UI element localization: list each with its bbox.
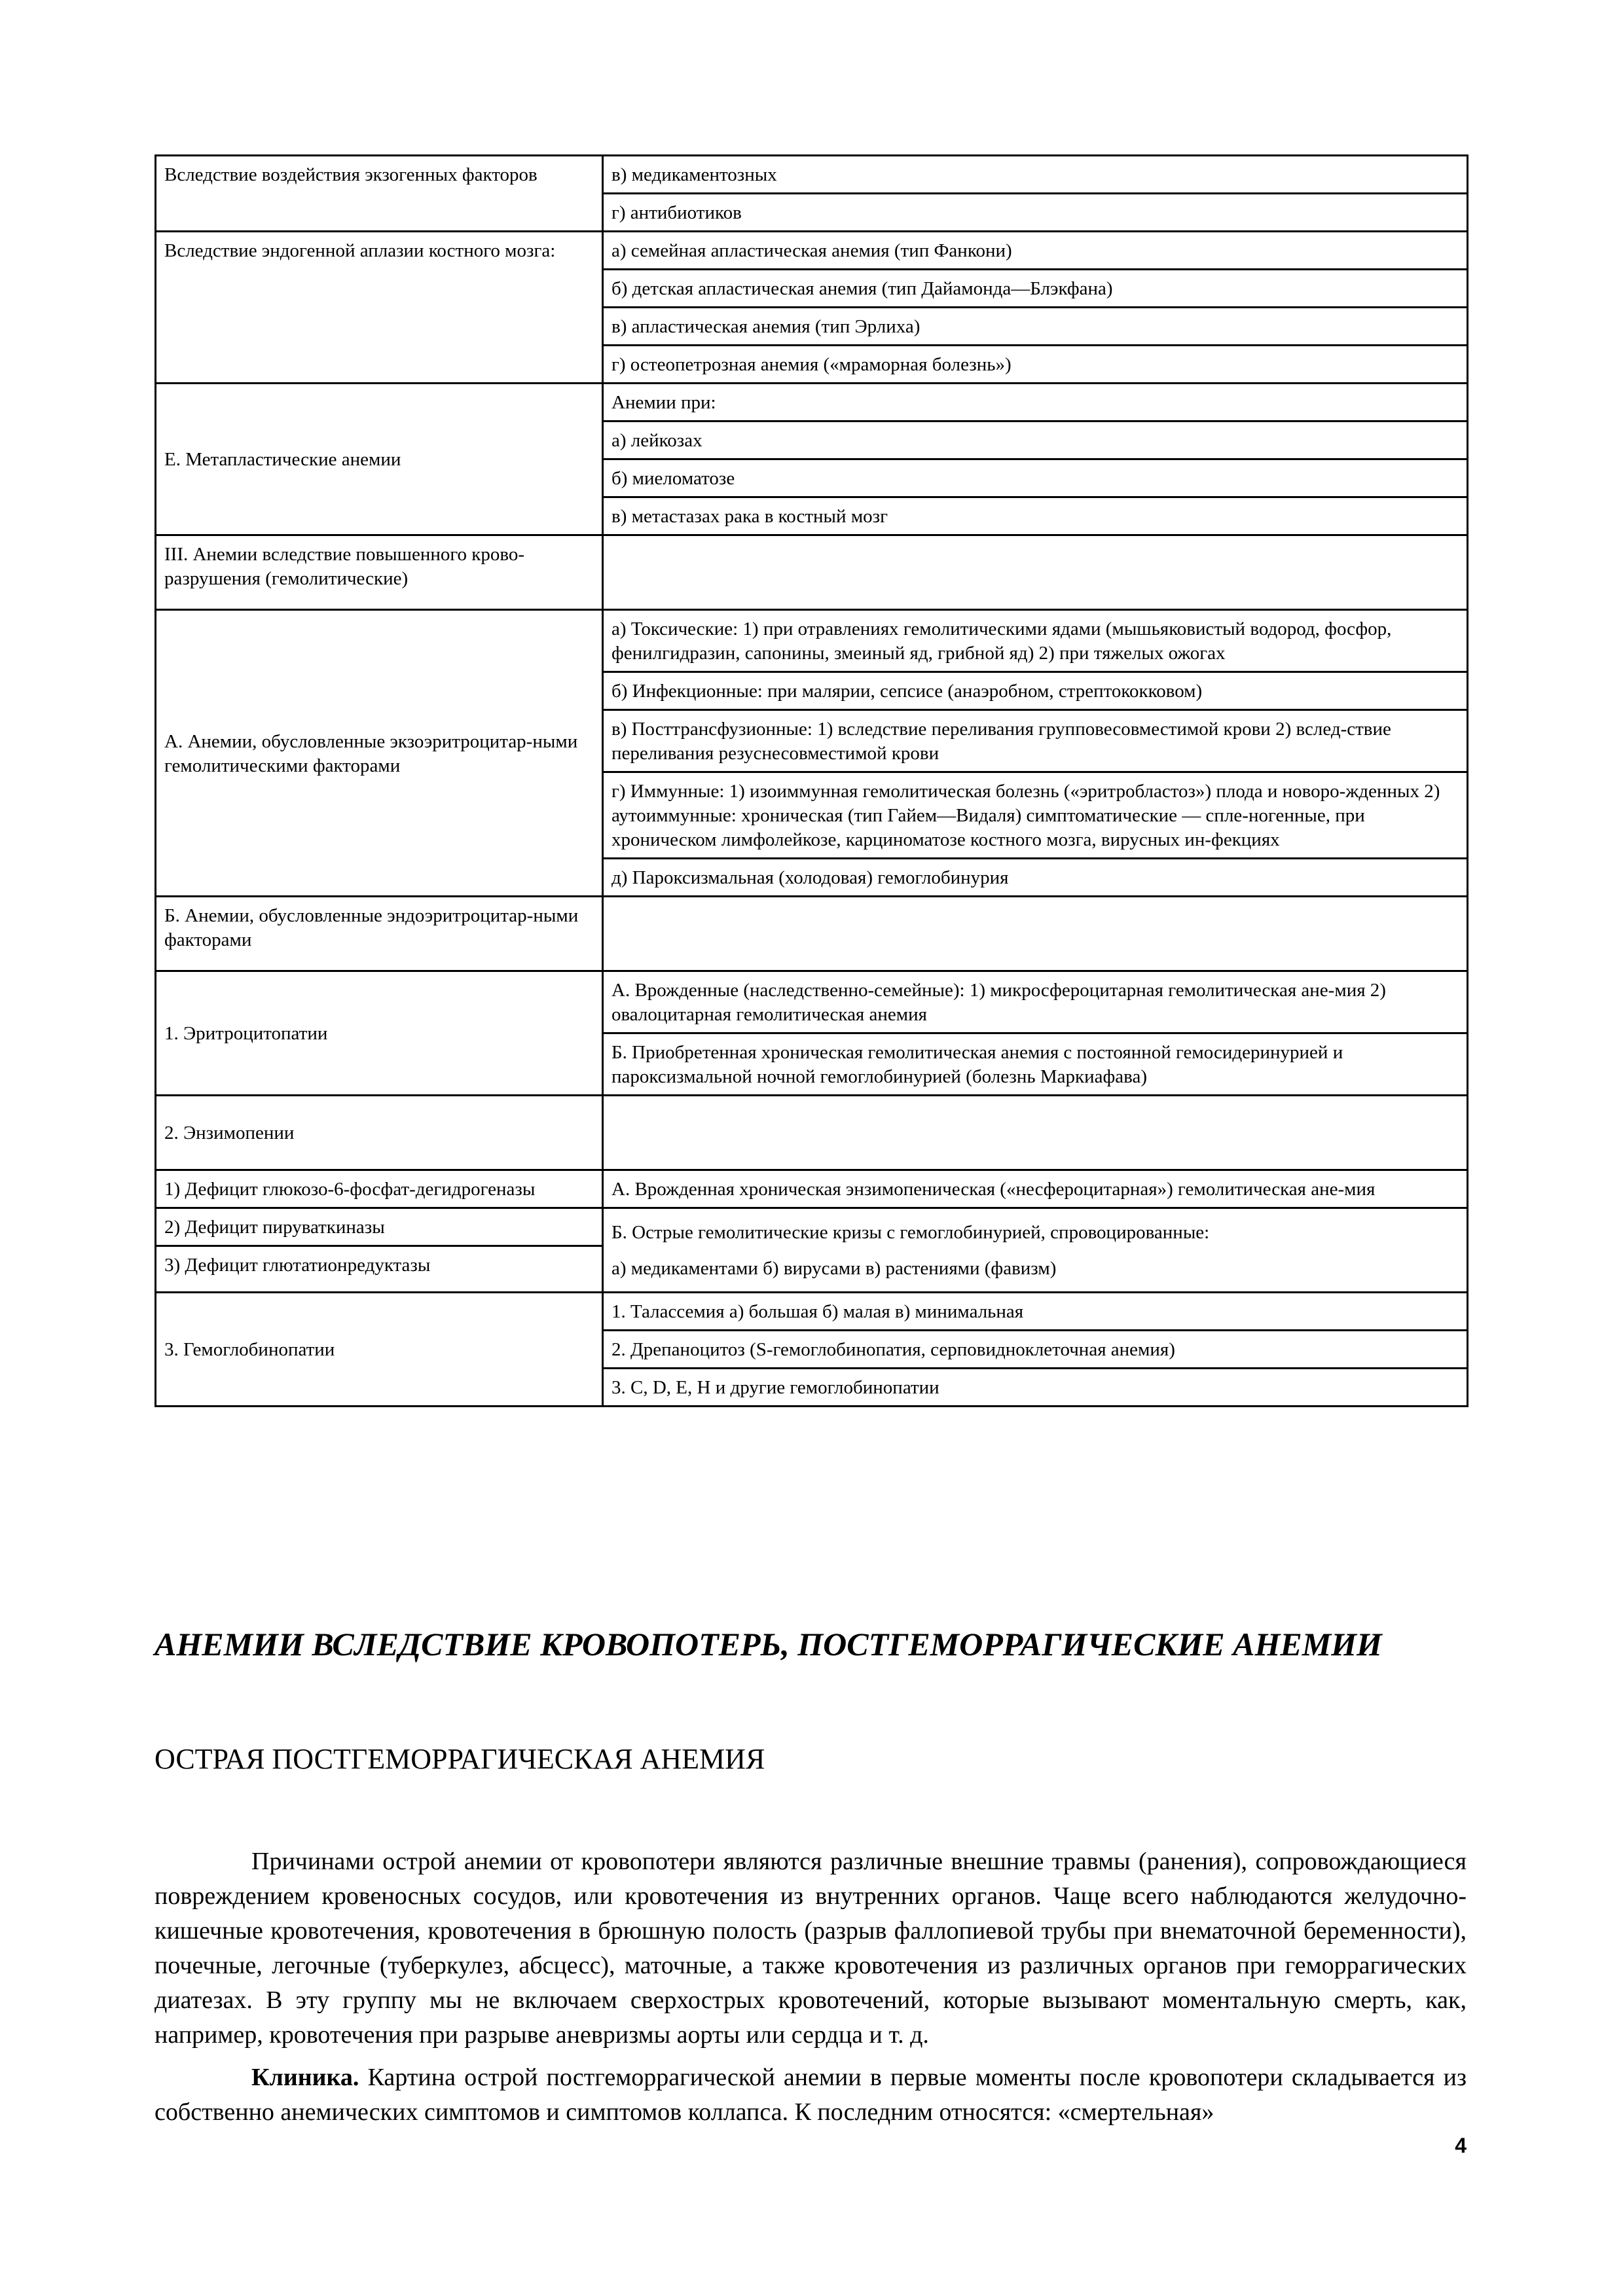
subsection-heading: ОСТРАЯ ПОСТГЕМОРРАГИЧЕСКАЯ АНЕМИЯ: [155, 1743, 765, 1775]
table-cell: 1. Эритроцитопатии: [156, 971, 603, 1096]
table-row: [156, 232, 1468, 270]
table-row: [156, 1170, 1468, 1208]
table-cell: А. Анемии, обусловленные экзоэритроцитар-ными гемолитическими факторами: [156, 610, 603, 897]
table-cell: 2. Энзимопении: [156, 1096, 603, 1170]
table-cell: г) Иммунные: 1) изоиммунная гемолитическая болезнь («эритробластоз») плода и новоро-жденных 2) аутоиммунные: хроническая (тип Гайем—Видаля) симптоматические — спле-ногенные, при хроническом лимфолейкозе, карциноматозе костного мозга, вирусных ин-фекциях: [603, 772, 1468, 859]
table-cell: Анемии при:: [603, 384, 1468, 422]
table-cell: 2. Дрепаноцитоз (S-гемоглобинопатия, серповидноклеточная анемия): [603, 1331, 1468, 1369]
table-cell: III. Анемии вследствие повышенного крово-разрушения (гемолитические): [156, 535, 603, 610]
table-cell: Вследствие воздействия экзогенных факторов: [156, 156, 603, 232]
table-cell: А. Врожденные (наследственно-семейные): 1) микросфероцитарная гемолитическая ане-мия 2) овалоцитарная гемолитическая анемия: [603, 971, 1468, 1033]
crisis-line: а) медикаментами б) вирусами в) растениями (фавизм): [611, 1258, 1057, 1279]
section-heading: АНЕМИИ ВСЛЕДСТВИЕ КРОВОПОТЕРЬ, ПОСТГЕМОРРАГИЧЕСКИЕ АНЕМИИ: [155, 1626, 1382, 1662]
anemia-classification-table: [155, 154, 1468, 1407]
paragraph: [155, 2060, 1467, 2130]
table-cell: 3. Гемоглобинопатии: [156, 1293, 603, 1407]
table-cell: г) остеопетрозная анемия («мраморная болезнь»): [603, 346, 1468, 384]
table-cell: [603, 535, 1468, 610]
table-row: [156, 897, 1468, 971]
page-number: 4: [1455, 2134, 1467, 2157]
paragraph: Причинами острой анемии от кровопотери являются различные внешние травмы (ранения), сопровождающиеся повреждением кровеносных сосудов, или кровотечения из внутренних органов. Чаще всего наблюдаются желудочно-кишечные кровотечения, кровотечения в брюшную полость (разрыв фаллопиевой трубы при внематочной беременности), почечные, легочные (туберкулез, абсцесс), маточные, а также кровотечения из различных органов при геморрагических диатезах. В эту группу мы не включаем сверхострых кровотечений, которые вызывают моментальную смерть, как, например, кровотечения при разрыве аневризмы аорты или сердца и т. д.: [155, 1848, 1467, 2049]
table-row: [156, 610, 1468, 672]
table-cell: Вследствие эндогенной аплазии костного мозга:: [156, 232, 603, 384]
table-row: [156, 384, 1468, 422]
table-cell: 3. С, D, Е, Н и другие гемоглобинопатии: [603, 1369, 1468, 1407]
table-cell: [603, 1096, 1468, 1170]
table-cell: а) семейная апластическая анемия (тип Фанкони): [603, 232, 1468, 270]
table-cell: б) детская апластическая анемия (тип Дайамонда—Блэкфана): [603, 270, 1468, 308]
table-cell: 1. Талассемия а) большая б) малая в) минимальная: [603, 1293, 1468, 1331]
table-cell: А. Врожденная хроническая энзимопеническая («несфероцитарная») гемолитическая ане-мия: [603, 1170, 1468, 1208]
crisis-line: Б. Острые гемолитические кризы с гемоглобинурией, спровоцированные:: [611, 1222, 1210, 1243]
paragraph-lead: Клиника.: [251, 2064, 359, 2091]
table-cell: д) Пароксизмальная (холодовая) гемоглобинурия: [603, 859, 1468, 897]
table-row: [156, 1293, 1468, 1331]
table-row: [156, 1096, 1468, 1170]
paragraph-text: Картина острой постгеморрагической анемии в первые моменты после кровопотери складывается из собственно анемических симптомов и симптомов коллапса. К последним относятся: «смертельная»: [155, 2064, 1467, 2126]
table-cell: в) апластическая анемия (тип Эрлиха): [603, 308, 1468, 346]
body-text: [155, 1844, 1467, 2138]
table-cell: а) Токсические: 1) при отравлениях гемолитическими ядами (мышьяковистый водород, фосфор, фенилгидразин, сапонины, змеиный яд, грибной яд) 2) при тяжелых ожогах: [603, 610, 1468, 672]
table-cell: Б. Приобретенная хроническая гемолитическая анемия с постоянной гемосидеринурией и пароксизмальной ночной гемоглобинурией (болезнь Маркиафава): [603, 1033, 1468, 1096]
table-cell: б) Инфекционные: при малярии, сепсисе (анаэробном, стрептококковом): [603, 672, 1468, 710]
table-cell: [603, 897, 1468, 971]
table-cell: 1) Дефицит глюкозо-6-фосфат-дегидрогеназы: [156, 1170, 603, 1208]
table-cell: в) медикаментозных: [603, 156, 1468, 194]
table-row: [156, 971, 1468, 1033]
table-cell: 3) Дефицит глютатионредуктазы: [156, 1246, 603, 1293]
table-cell: в) Посттрансфузионные: 1) вследствие переливания групповесовместимой крови 2) вслед-ствие переливания резуснесовместимой крови: [603, 710, 1468, 772]
table-cell: г) антибиотиков: [603, 194, 1468, 232]
table-cell: [603, 1208, 1468, 1293]
table-cell: Б. Анемии, обусловленные эндоэритроцитар-ными факторами: [156, 897, 603, 971]
table-row: [156, 1208, 1468, 1246]
table-cell: а) лейкозах: [603, 422, 1468, 459]
table-cell: Е. Метапластические анемии: [156, 384, 603, 535]
table-cell: 2) Дефицит пируваткиназы: [156, 1208, 603, 1246]
table-row: [156, 156, 1468, 194]
table-cell: б) миеломатозе: [603, 459, 1468, 497]
table-cell: в) метастазах рака в костный мозг: [603, 497, 1468, 535]
table-row: [156, 535, 1468, 610]
